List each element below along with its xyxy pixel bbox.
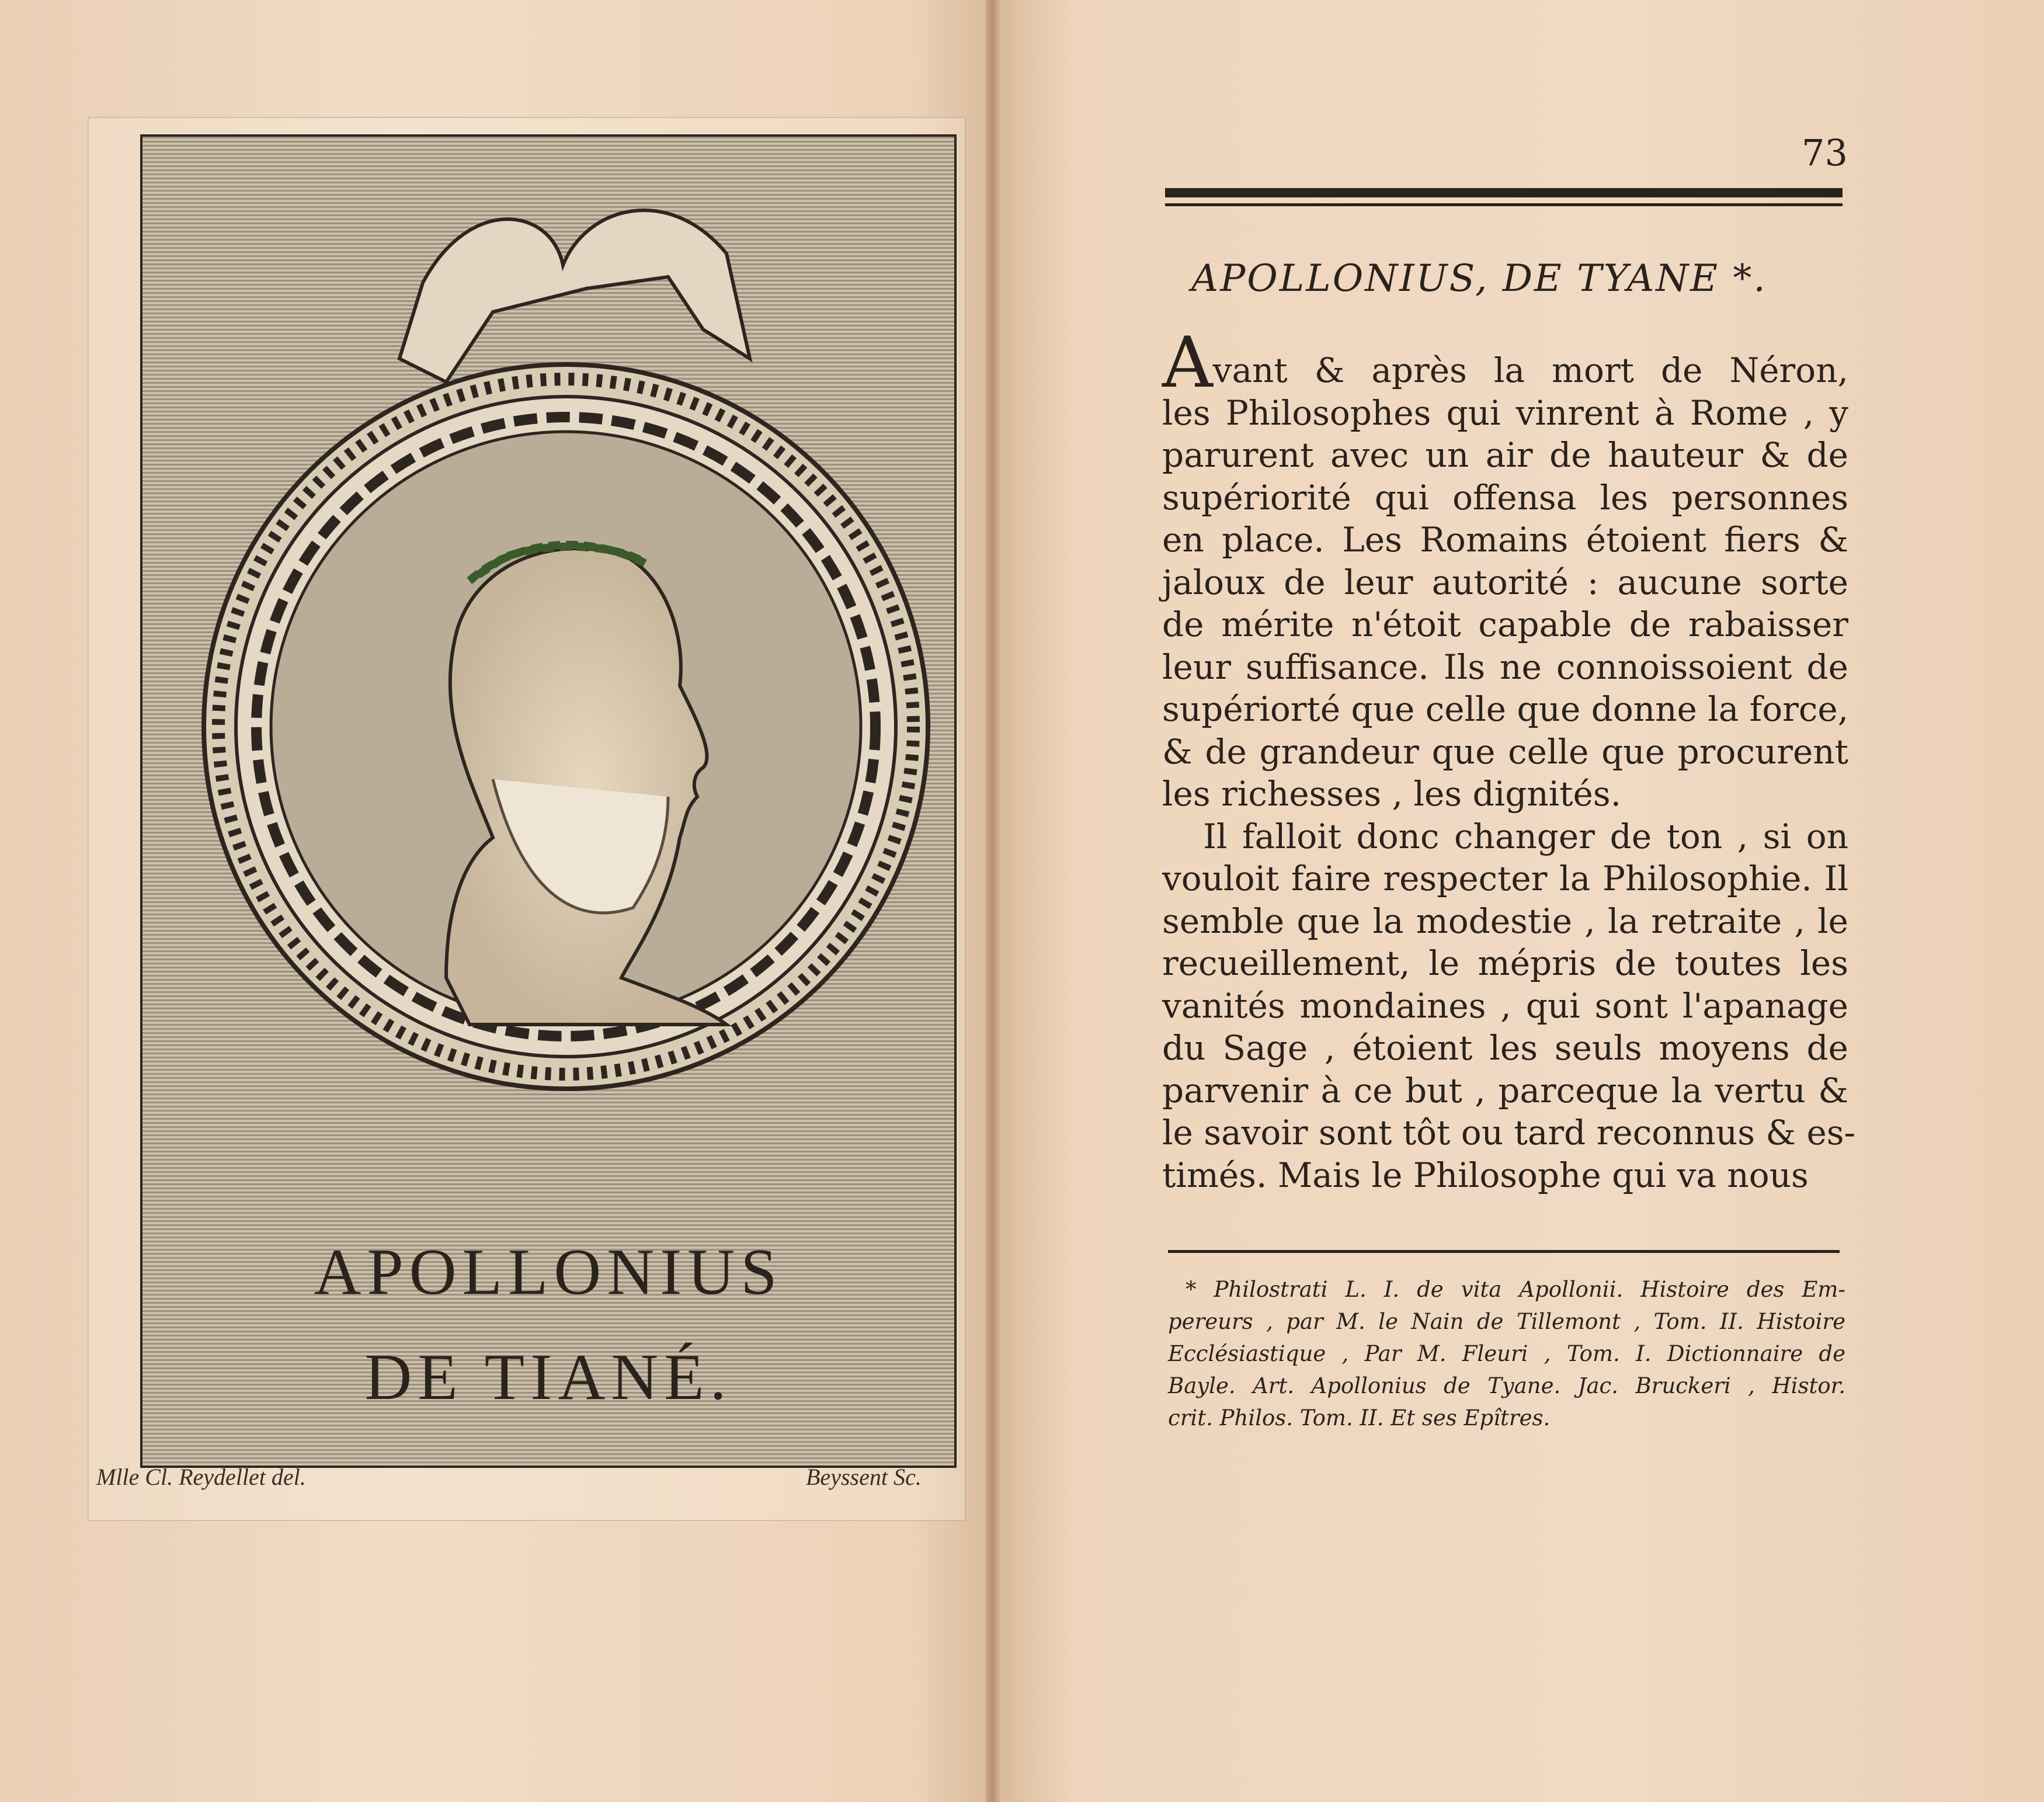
text-line-content: jaloux de leur autorité : aucune sorte: [1162, 562, 1848, 602]
text-line: [1162, 815, 1848, 858]
footnote-line: crit. Philos. Tom. II. Et ses Epîtres.: [1168, 1405, 1551, 1431]
text-line: [1162, 603, 1848, 646]
text-line: [1162, 942, 1848, 985]
text-line: [1162, 392, 1848, 435]
text-line-content: & de grandeur que celle que procurent: [1162, 731, 1848, 772]
footnote-line: Bayle. Art. Apollonius de Tyane. Jac. Bruckeri , Histor.: [1168, 1373, 1845, 1398]
text-line-content: parurent avec un air de hauteur & de: [1162, 435, 1848, 475]
text-line: [1162, 1070, 1848, 1112]
text-line-content: de mérite n'étoit capable de rabaisser: [1162, 605, 1848, 644]
text-line: [1162, 1154, 1848, 1197]
text-line-content: vanités mondaines , qui sont l'apanage: [1162, 985, 1848, 1026]
footnote-line: pereurs , par M. le Nain de Tillemont , Tom. II. Histoire: [1168, 1309, 1845, 1334]
text-line: [1162, 646, 1848, 689]
text-line: [1162, 519, 1848, 561]
text-line: [1162, 857, 1848, 900]
engraving-plate: [140, 134, 957, 1468]
text-line: [1162, 434, 1848, 477]
text-line-content: en place. Les Romains étoient fiers &: [1162, 520, 1848, 560]
header-rule-thin: [1165, 203, 1843, 206]
footnote-line: Ecclésiastique , Par M. Fleuri , Tom. I. Dictionnaire de: [1168, 1341, 1845, 1366]
text-line-content: timés. Mais le Philosophe qui va nous: [1162, 1155, 1809, 1195]
text-line: [1162, 731, 1848, 773]
text-line-content: le savoir sont tôt ou tard reconnus & es-: [1162, 1113, 1856, 1152]
drop-cap: A: [1162, 322, 1213, 404]
text-line: [1162, 773, 1848, 815]
text-line-content: les richesses , les dignités.: [1162, 774, 1622, 814]
text-line-content: du Sage , étoient les seuls moyens de: [1162, 1028, 1848, 1068]
text-line-content: vouloit faire respecter la Philosophie. Il: [1162, 859, 1848, 898]
text-line-content: leur suffisance. Ils ne connoissoient de: [1162, 647, 1848, 687]
text-line-content: parvenir à ce but , parceque la vertu &: [1162, 1070, 1848, 1110]
text-line: [1162, 1112, 1856, 1154]
text-line-content: supériorité qui offensa les personnes: [1162, 477, 1848, 518]
text-line: [1162, 688, 1848, 731]
chapter-heading: APOLLONIUS, DE TYANE *.: [1191, 257, 1767, 300]
left-page: [0, 0, 993, 1802]
credit-engraver: Beyssent Sc.: [806, 1464, 922, 1490]
text-line: [1162, 985, 1848, 1027]
plate-title-line1: APOLLONIUS: [314, 1236, 783, 1308]
body-text: [1162, 322, 1856, 1196]
footnote: [1168, 1273, 1845, 1434]
credit-draughtsman: Mlle Cl. Reydellet del.: [96, 1464, 306, 1490]
text-line-content: supériorté que celle que donne la force,: [1162, 689, 1849, 729]
text-line: [1162, 900, 1848, 943]
text-line-content: vant & après la mort de Néron,: [1212, 350, 1848, 390]
footnote-rule: [1168, 1250, 1840, 1253]
text-line: [1162, 322, 1848, 404]
text-line-content: les Philosophes qui vinrent à Rome , y: [1162, 393, 1848, 433]
text-line-content: Il falloit donc changer de ton , si on: [1203, 816, 1848, 856]
text-line: [1162, 477, 1848, 519]
header-rule: [1165, 188, 1843, 197]
text-line: [1162, 1027, 1848, 1070]
text-line-content: recueillement, le mépris de toutes les: [1162, 943, 1848, 983]
page-number: 73: [1802, 131, 1848, 174]
footnote-line: * Philostrati L. I. de vita Apollonii. Histoire des Em-: [1186, 1277, 1845, 1302]
plate-title-line2: DE TIANÉ.: [364, 1341, 732, 1414]
text-line-content: semble que la modestie , la retraite , le: [1162, 901, 1848, 941]
book-gutter: [986, 0, 1000, 1802]
text-line: [1162, 561, 1848, 604]
